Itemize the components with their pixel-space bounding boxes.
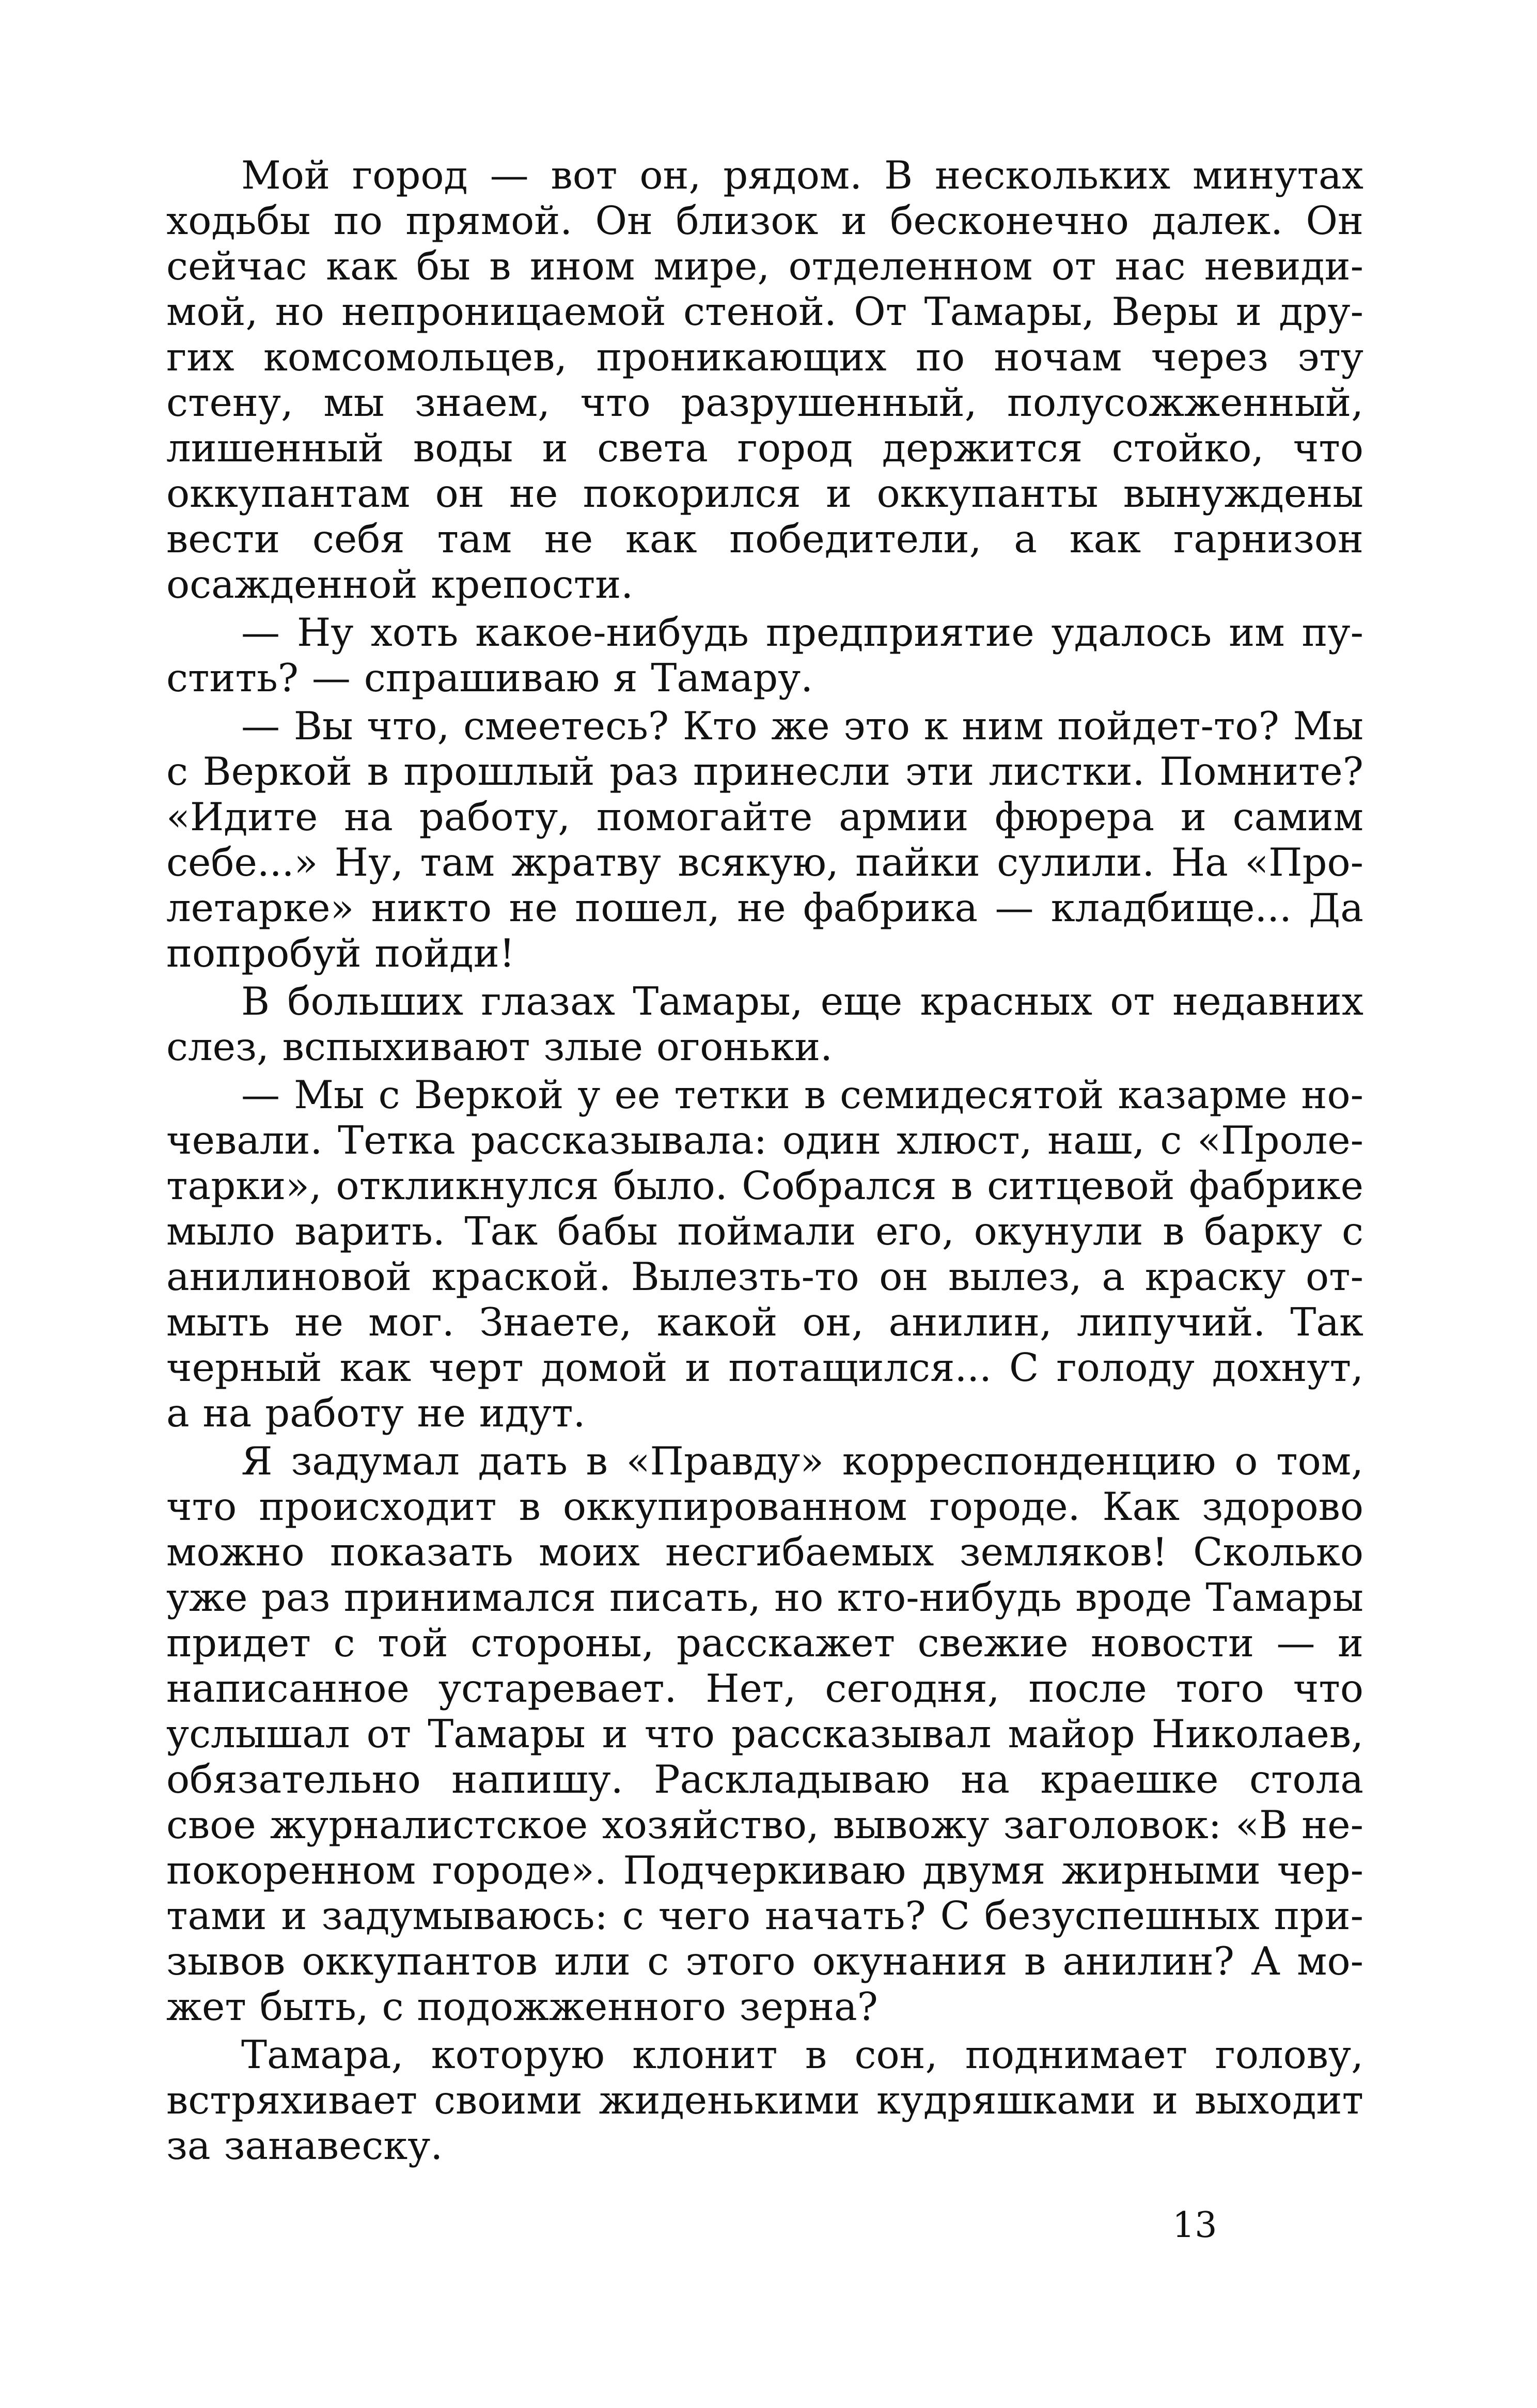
paragraph-5: — Мы с Веркой у ее тетки в семидесятой казарме ночевали. Тетка рассказывала: один хлюст, наш, с «Пролетарки», откликнулся было. Собрался в ситцевой фабрике мыло варить. Так бабы поймали его, окунули в барку с анилиновой краской. Вылезть-то он вылез, а краску отмыть не мог. Знаете, какой он, анилин, липучий. Так черный как черт домой и потащился... С голоду дохнут, а на работу не идут. <box>166 1072 1363 1436</box>
body-text <box>166 152 1363 2168</box>
paragraph-3: — Вы что, смеетесь? Кто же это к ним пойдет-то? Мы с Веркой в прошлый раз принесли эти листки. Помните? «Идите на работу, помогайте армии фюрера и самим себе...» Ну, там жратву всякую, пайки сулили. На «Пролетарке» никто не пошел, не фабрика — кладбище... Да попробуй пойди! <box>166 703 1363 976</box>
paragraph-7: Тамара, которую клонит в сон, поднимает голову, встряхивает своими жиденькими кудряшками и выходит за занавеску. <box>166 2032 1363 2168</box>
page-number: 13 <box>1172 2205 1217 2246</box>
paragraph-4: В больших глазах Тамары, еще красных от недавних слез, вспыхивают злые огоньки. <box>166 978 1363 1069</box>
paragraph-6: Я задумал дать в «Правду» корреспонденцию о том, что происходит в оккупированном городе. Как здорово можно показать моих несгибаемых земляков! Сколько уже раз принимался писать, но кто-нибудь вроде Тамары придет с той стороны, расскажет свежие новости — и написанное устаревает. Нет, сегодня, после того что услышал от Тамары и что рассказывал майор Николаев, обязательно напишу. Раскладываю на краешке стола свое журналистское хозяйство, вывожу заголовок: «В непокоренном городе». Подчеркиваю двумя жирными чертами и задумываюсь: с чего начать? С безуспешных призывов оккупантов или с этого окунания в анилин? А может быть, с подожженного зерна? <box>166 1438 1363 2029</box>
paragraph-1: Мой город — вот он, рядом. В нескольких минутах ходьбы по прямой. Он близок и бесконечно далек. Он сейчас как бы в ином мире, отделенном от нас невидимой, но непроницаемой стеной. От Тамары, Веры и других комсомольцев, проникающих по ночам через эту стену, мы знаем, что разрушенный, полусожженный, лишенный воды и света город держится стойко, что оккупантам он не покорился и оккупанты вынуждены вести себя там не как победители, а как гарнизон осажденной крепости. <box>166 152 1363 607</box>
paragraph-2: — Ну хоть какое-нибудь предприятие удалось им пустить? — спрашиваю я Тамару. <box>166 610 1363 701</box>
